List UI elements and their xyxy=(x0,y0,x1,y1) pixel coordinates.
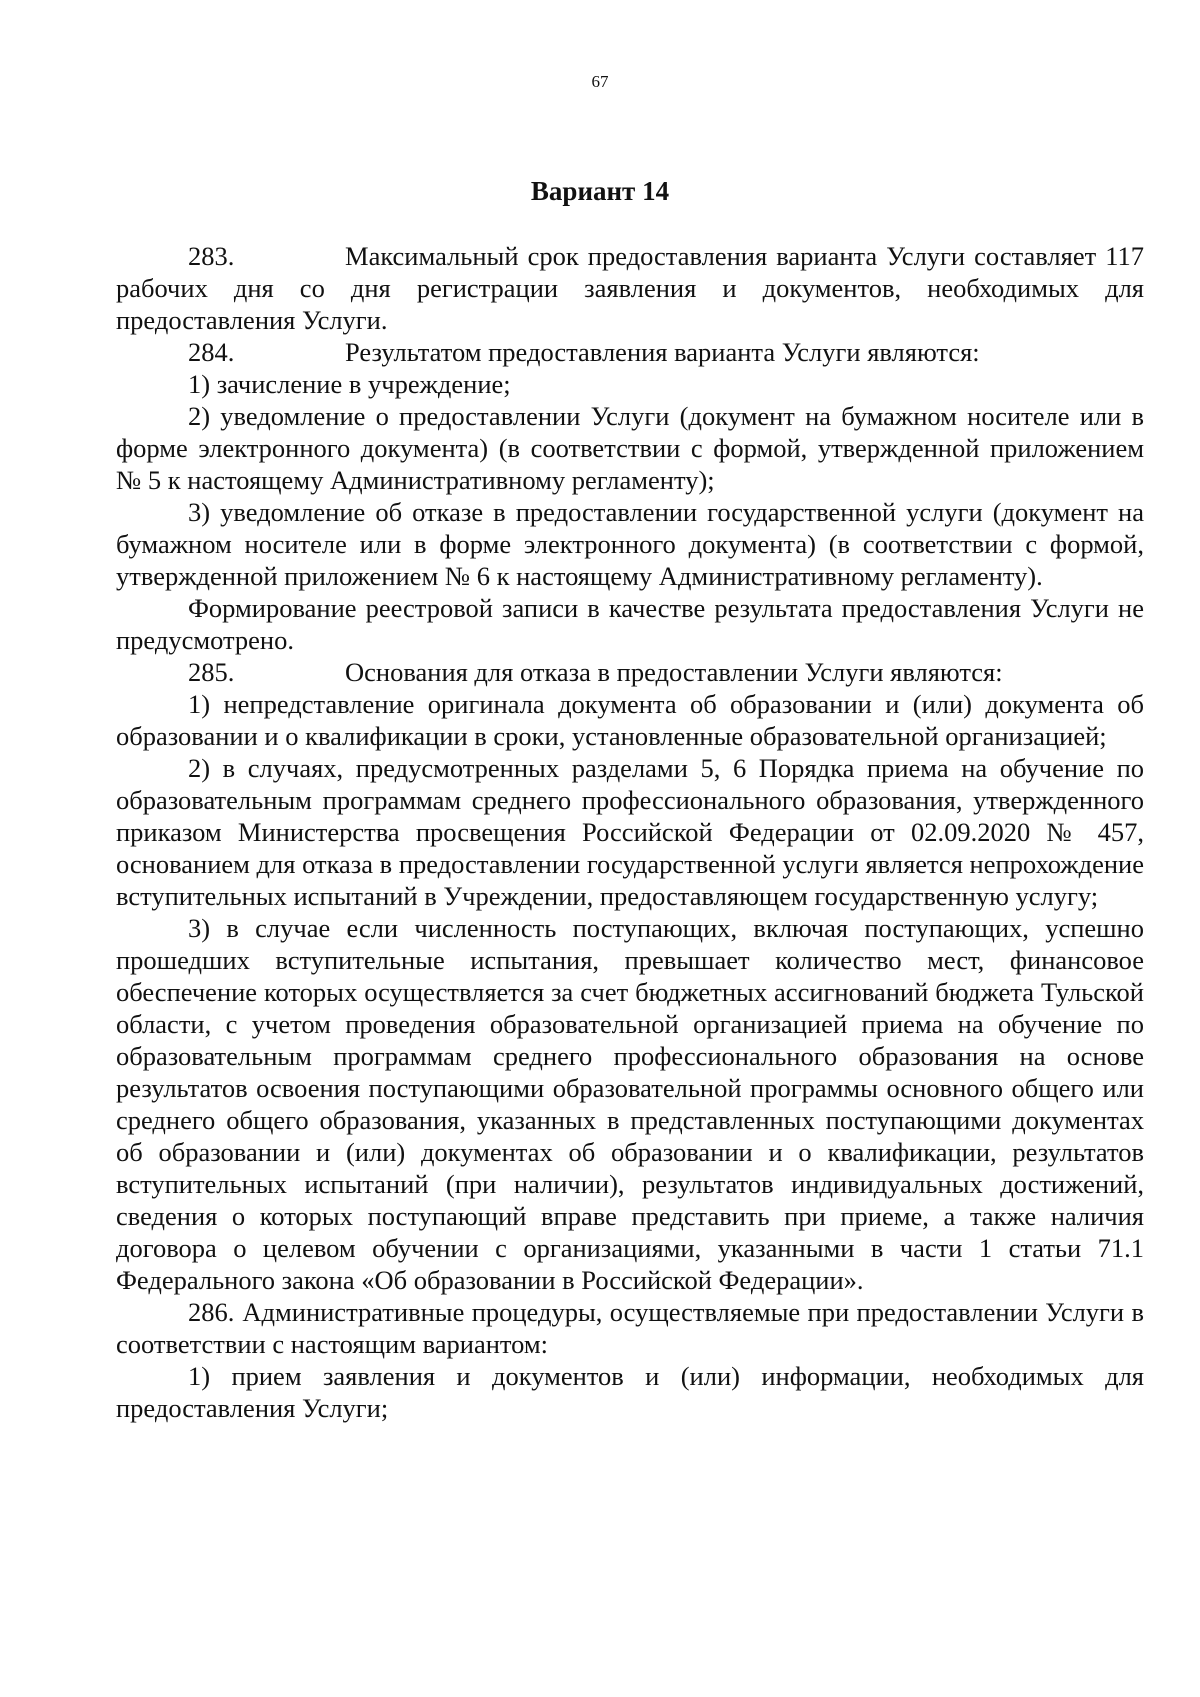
paragraph-text: Основания для отказа в предоставлении Услуги являются: xyxy=(345,657,1003,687)
paragraph-283 xyxy=(116,240,1144,336)
list-item: 1) зачисление в учреждение; xyxy=(188,369,511,399)
page-number: 67 xyxy=(591,72,609,91)
paragraph-285 xyxy=(116,656,1144,688)
list-item: 2) уведомление о предоставлении Услуги (документ на бумажном носителе или в форме электронного документа) (в соответствии с формой, утвержденной приложением № 5 к настоящему Административному регламенту); xyxy=(116,401,1144,495)
item-number: 283. xyxy=(188,241,235,271)
paragraph-text: Административные процедуры, осуществляемые при предоставлении Услуги в соответствии с настоящим вариантом: xyxy=(116,1297,1144,1359)
document-body xyxy=(116,240,1144,1424)
list-item: 2) в случаях, предусмотренных разделами 5, 6 Порядка приема на обучение по образовательным программам среднего профессионального образования, утвержденного приказом Министерства просвещения Российской Федерации от 02.09.2020 № 457, основанием для отказа в предоставлении государственной услуги является непрохождение вступительных испытаний в Учреждении, предоставляющем государственную услугу; xyxy=(116,753,1144,911)
item-number: 286. xyxy=(188,1297,235,1327)
item-number: 285. xyxy=(188,657,235,687)
list-item: 3) в случае если численность поступающих, включая поступающих, успешно прошедших вступительные испытания, превышает количество мест, финансовое обеспечение которых осуществляется за счет бюджетных ассигнований бюджета Тульской области, с учетом проведения образовательной организацией приема на обучение по образовательным программам среднего профессионального образования на основе результатов освоения поступающими образовательной программы основного общего или среднего общего образования, указанных в представленных поступающими документах об образовании и (или) документах об образовании и о квалификации, результатов вступительных испытаний (при наличии), результатов индивидуальных достижений, сведения о которых поступающий вправе представить при приеме, а также наличия договора о целевом обучении с организациями, указанными в части 1 статьи 71.1 Федерального закона «Об образовании в Российской Федерации». xyxy=(116,913,1144,1295)
paragraph-text: Максимальный срок предоставления варианта Услуги составляет 117 рабочих дня со дня регистрации заявления и документов, необходимых для предоставления Услуги. xyxy=(116,241,1144,335)
list-item: 3) уведомление об отказе в предоставлении государственной услуги (документ на бумажном носителе или в форме электронного документа) (в соответствии с формой, утвержденной приложением № 6 к настоящему Административному регламенту). xyxy=(116,497,1144,591)
list-item: 1) прием заявления и документов и (или) информации, необходимых для предоставления Услуги; xyxy=(116,1361,1144,1423)
item-number: 284. xyxy=(188,337,235,367)
paragraph-286 xyxy=(116,1296,1144,1360)
paragraph: Формирование реестровой записи в качестве результата предоставления Услуги не предусмотрено. xyxy=(116,593,1144,655)
paragraph-text: Результатом предоставления варианта Услуги являются: xyxy=(345,337,980,367)
section-heading: Вариант 14 xyxy=(530,176,670,206)
paragraph-284 xyxy=(116,336,1144,368)
list-item: 1) непредставление оригинала документа об образовании и (или) документа об образовании и о квалификации в сроки, установленные образовательной организацией; xyxy=(116,689,1144,751)
